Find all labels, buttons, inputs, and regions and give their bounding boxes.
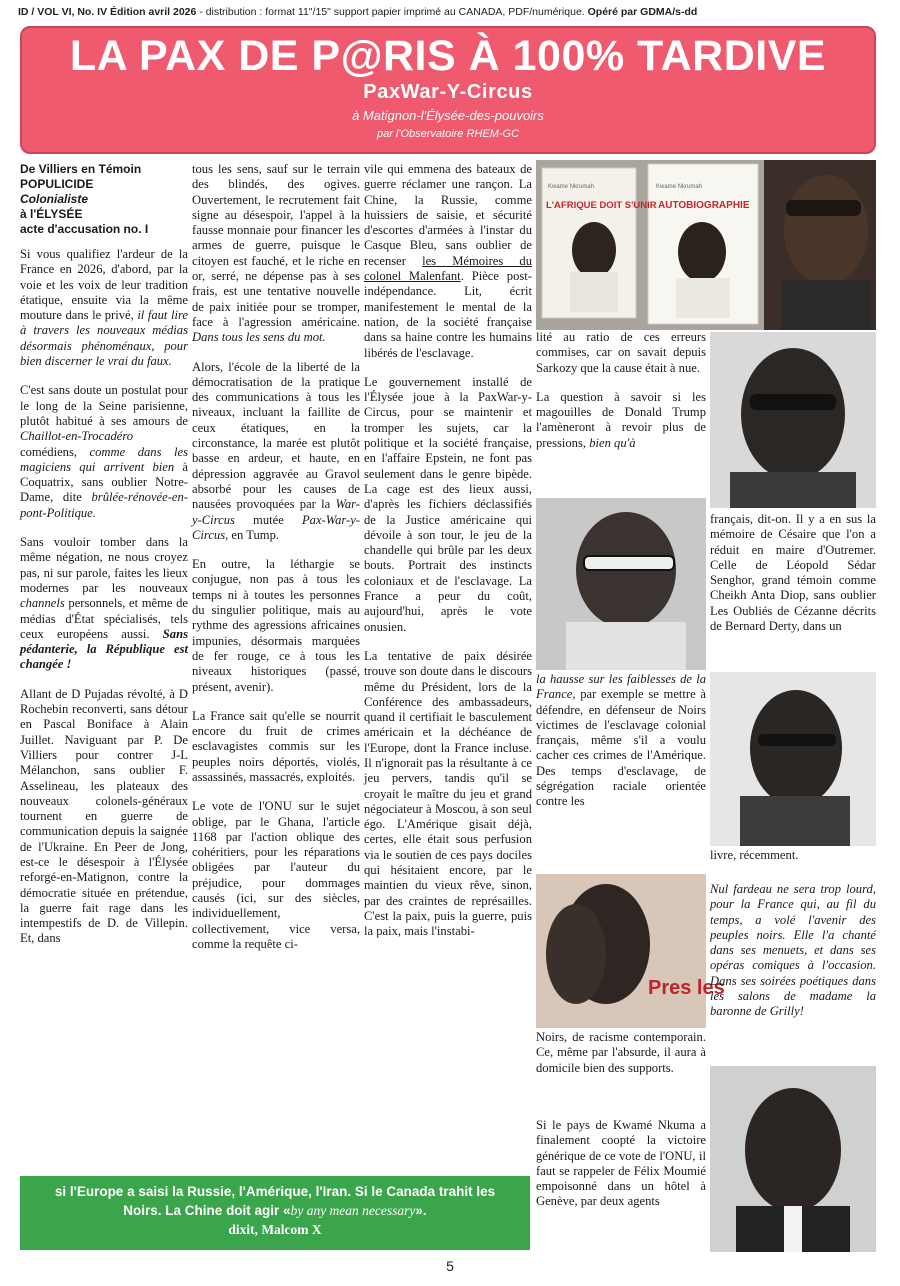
portrait-photo	[536, 498, 706, 670]
sidebar-heading	[20, 162, 188, 237]
quote-attribution: dixit, Malcom X	[228, 1222, 322, 1237]
article-column-4-middle	[536, 672, 706, 872]
article-column-5-middle	[710, 848, 876, 870]
paragraph: la hausse sur les faiblesses de la France, par exemple se mettre à défendre, en défenseur de Noirs victimes de l'esclavage colonial français, même s'il a voulu cacher ces crimes de l'Amérique. Des temps d'esclavage, de ségrégation raciale orientée contre les	[536, 672, 706, 809]
sidebar-heading-line: Colonialiste	[20, 192, 89, 206]
book-author: Kwame Nkrumah	[656, 184, 703, 190]
article-column-1	[20, 162, 188, 1172]
portrait-photo-art	[710, 672, 876, 846]
portrait-photo-art	[710, 1066, 876, 1252]
article-column-2	[192, 162, 360, 1172]
books-photo-art	[536, 160, 876, 330]
paragraph: La France sait qu'elle se nourrit encore du fruit de crimes esclavagistes commis sur les peuples noirs déportés, violés, assassinés, massacrés, exploités.	[192, 708, 360, 784]
books-photo	[536, 160, 876, 330]
paragraph: Sans vouloir tomber dans la même négation, ne nous croyez pas, ni sur parole, faites les lieux modernes par les nouveaux channels personnels, et même de médias d'État spécialisés, tels ceux européens aussi. Sans pédanterie, la République est changée !	[20, 535, 188, 672]
portrait-photo	[710, 672, 876, 846]
banner-location: à Matignon-l'Élysée-des-pouvoirs	[352, 108, 544, 123]
issue-id: ID / VOL VI, No. IV Édition avril 2026	[18, 6, 197, 18]
article-column-5-top	[710, 512, 876, 672]
sidebar-heading-line: POPULICIDE	[20, 177, 94, 191]
page-number: 5	[446, 1258, 454, 1274]
paragraph: Le gouvernement installé de l'Élysée joue à la PaxWar-y-Circus, pour se maintenir et tromper les sujets, car la politique et la société française, en l'affaire Epstein, ne font pas seulement dans le genre bipède. La cage est des lieux aussi, d'après les fichiers déclassifiés de la Justice américaine qui dévoile à son tour, le jeu de la chandelle qui brûle par les deux bouts. Portrait des instincts coloniaux et de l'esclavage. La France a peur du coût, aujourd'hui, après le vote onusien.	[364, 374, 532, 634]
paragraph: livre, récemment.	[710, 848, 799, 862]
sidebar-heading-line: acte d'accusation no. I	[20, 222, 149, 236]
paragraph: vile qui emmena des bateaux de guerre réclamer une rançon. La Chine, la Russie, comme huissiers de saisie, et sécurité d'escortes d'armées à l'instar du Casque Bleu, sans oublier de recenser les Mémoires du colonel Malenfant. Pièce post-indépendance. Lit, écrit manifestement le mental de la nation, de la société française dans sa haine contre les humains libérés de l'esclavage.	[364, 162, 532, 360]
paragraph: Si vous qualifiez l'ardeur de la France en 2026, d'abord, par la voie et les voix de leur tradition étatique, ensuite via la même mouture dans le privé, il faut lire à travers les nouveaux médias désormais phénoménaux, pour bien discerner le vrai du faux.	[20, 247, 188, 369]
operator-info: Opéré par GDMA/s-dd	[587, 6, 698, 18]
portrait-photo	[710, 1066, 876, 1252]
paragraph: Alors, l'école de la liberté de la démocratisation de la pratique des communications à tous les niveaux, incluant la faillite de ceux étatiques, en la circonstance, la marée est plutôt basse en ardeur, et haute, en dépression aggravée au Gravol absorbé pour les causes de nausées provoquées par la War-y-Circus mutée Pax-War-y-Circus, en Tump.	[192, 359, 360, 542]
poster-photo-art	[536, 874, 725, 1028]
paragraph: Le vote de l'ONU sur le sujet oblige, par le Ghana, l'article 1168 par l'action oblique des cohéritiers, pour les réparations obligées par l'auteur du préjudice, pour dommages causés (ici, sur des siècles, individuellement, collectivement, vice versa, comme la requête ci-	[192, 799, 360, 951]
portrait-photo-art	[536, 498, 706, 670]
paragraph: Noirs, de racisme contemporain. Ce, même par l'absurde, il aura à domicile bien des supports.	[536, 1030, 706, 1075]
book1-title: L'AFRIQUE DOIT S'UNIR	[546, 200, 657, 211]
quote-line: Noirs. La Chine doit agir «by any mean necessary».	[123, 1203, 427, 1218]
article-column-4-lower	[536, 1030, 706, 1102]
paragraph: C'est sans doute un postulat pour le long de la Seine parisienne, plutôt habitué à ses amours de Chaillot-en-Trocadéro comédiens, comme dans les magiciens qui arrivent bien à Coquatrix, sans oublier Notre-Dame, dite brûlée-rénovée-en-pont-Politique.	[20, 383, 189, 520]
book-author: Kwame Nkrumah	[548, 184, 595, 190]
paragraph: lité au ratio de ces erreurs commises, car on savait depuis Sarkozy que la cause était à nue.	[536, 330, 706, 375]
poster-photo	[536, 874, 725, 1028]
paragraph: français, dit-on. Il y a en sus la mémoire de Césaire que l'on a réduit en maire d'Outremer. Celle de Léopold Sédar Senghor, grand témoin comme Cheikh Anta Diop, sans oublier Les Oubliés de Cézanne décrits de Bernard Derty, dans un	[710, 512, 876, 634]
paragraph: Nul fardeau ne sera trop lourd, pour la France qui, au fil du temps, a volé l'avenir des peuples noirs. Elle l'a chanté dans ses menuets, et dans ses opéras comiques à l'occasion. Dans ses soirées poétiques dans les salons de madame la baronne de Grilly!	[710, 882, 876, 1019]
book2-title: AUTOBIOGRAPHIE	[658, 200, 750, 211]
issue-info-line	[18, 6, 882, 18]
pull-quote-italic	[710, 882, 876, 1072]
sidebar-heading-line: à l'ÉLYSÉE	[20, 207, 83, 221]
paragraph: Si le pays de Kwamé Nkuma a finalement coopté la victoire générique de ce vote de l'ONU, il faut se rappeler de Félix Moumié empoisonné dans un hôtel à Genève, par deux agents	[536, 1118, 706, 1209]
poster-text: Pres les	[648, 977, 725, 999]
quote-box	[20, 1176, 530, 1250]
article-column-3	[364, 162, 532, 1252]
page-title: LA PAX DE P@RIS À 100% TARDIVE	[69, 32, 827, 80]
portrait-photo	[710, 332, 876, 508]
paragraph: La tentative de paix désirée trouve son doute dans le discours même du Président, lors de la Conférence des ambassadeurs, quand il certifiait le basculement américain et la déchéance de l'Europe, dont la France incluse. Il n'ignorait pas la résultante à ce jeu pervers, tandis qu'il se croyait le maître du jeu et grand négociateur à Moscou, à son seul égo. L'Amérique gisait déjà, certes, elle était sous perfusion via le soutien de ces pays dociles qui hésitaient encore, par le maintien du vieux rêve, sinon, par des craintes de représailles. C'est la paix, puis la guerre, puis la paix, mais l'instabi-	[364, 648, 532, 939]
portrait-photo-art	[710, 332, 876, 508]
paragraph: La question à savoir si les magouilles de Donald Trump l'amèneront à revoir plus de pressions, bien qu'à	[536, 389, 706, 450]
article-column-4-top	[536, 330, 706, 500]
paragraph: En outre, la léthargie se conjugue, non pas à tous les temps ni à toutes les personnes du singulier politique, mais au rythme des agressions africaines impunies, désormais marquées de fer rouge, ce à tous les niveaux historiques (passé, présent, avenir).	[192, 557, 360, 694]
article-column-4-bottom	[536, 1118, 706, 1254]
paragraph: tous les sens, sauf sur le terrain des blindés, des ogives. Ouvertement, le recrutement fait signe au désespoir, l'appel à la fausse monnaie pour financer les armes de guerre, puisque le citoyen est fauché, et le riche en or, serré, ne dépense pas à ses frais, est une tentative nouvelle de paix initiée pour se tromper, face à l'agression américaine. Dans tous les sens du mot.	[192, 162, 360, 345]
title-banner	[20, 26, 876, 154]
sidebar-heading-line: De Villiers en Témoin	[20, 162, 142, 176]
distribution-info: - distribution : format 11"/15" support papier imprimé au CANADA, PDF/numérique.	[196, 6, 588, 18]
paragraph: Allant de D Pujadas révolté, à D Rochebin reconverti, sans détour en Pascal Boniface à Alain Juillet. Naviguant par P. De Villiers pour contrer J-L Mélanchon, sans oublier F. Asselineau, les plateaux des nouveaux colonels-généraux tournent en guerre de communication depuis la saignée de l'Ukraine. En Peer de Jong, est-ce le désespoir à l'Élysée reforgé-en-Matignon, contre la démocratie située en prétendue, la guerre fait rage dans les intempestifs de D. de Villepin. Et, dans	[20, 686, 188, 946]
banner-byline: par l'Observatoire RHEM-GC	[376, 128, 520, 140]
quote-line: si l'Europe a saisi la Russie, l'Amérique, l'Iran. Si le Canada trahit les	[54, 1184, 496, 1199]
page-subtitle: PaxWar-Y-Circus	[363, 81, 533, 103]
